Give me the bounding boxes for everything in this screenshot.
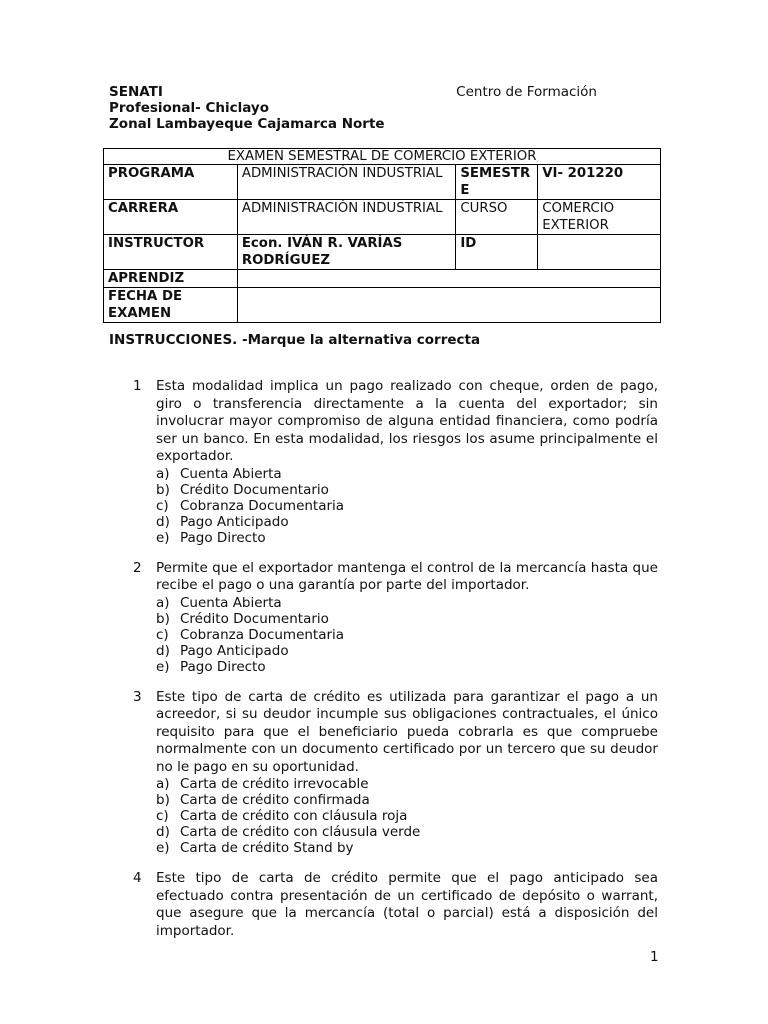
option-text: Carta de crédito irrevocable: [180, 776, 369, 792]
options-list: [156, 466, 658, 546]
option-letter: b): [156, 481, 170, 498]
option-text: Carta de crédito con cláusula roja: [180, 808, 408, 824]
option-e: [156, 840, 658, 856]
header-line-2: Profesional- Chiclayo: [109, 100, 269, 116]
option-text: Pago Anticipado: [180, 642, 289, 659]
curso-label: CURSO: [456, 200, 538, 235]
option-letter: e): [156, 529, 170, 546]
option-c: [156, 808, 658, 824]
option-c: [156, 498, 658, 514]
carrera-value: ADMINISTRACIÓN INDUSTRIAL: [237, 200, 456, 235]
aprendiz-value: [237, 270, 660, 288]
carrera-label: CARRERA: [104, 200, 238, 235]
option-letter: d): [156, 513, 170, 530]
question-number: 3: [133, 688, 142, 705]
semestre-label: SEMESTRE: [456, 165, 538, 200]
curso-value: COMERCIO EXTERIOR: [538, 200, 661, 235]
fecha-value: [237, 288, 660, 323]
option-text: Cobranza Documentaria: [180, 626, 345, 643]
option-letter: a): [156, 465, 170, 482]
id-value: [538, 235, 661, 270]
option-text: Cuenta Abierta: [180, 594, 282, 611]
institution-name: SENATI: [109, 84, 163, 100]
header-line-3: Zonal Lambayeque Cajamarca Norte: [109, 116, 385, 132]
question-text: Esta modalidad implica un pago realizado con cheque, orden de pago, giro o transferencia directamente a la cuenta del exportador; sin involucrar mayor compromiso de alguna entidad financiera, como podría ser un banco. En esta modalidad, los riesgos los asume principalmente el exportador.: [156, 378, 658, 464]
option-letter: a): [156, 776, 170, 792]
question-number: 2: [133, 559, 142, 576]
question-2: [133, 560, 658, 675]
question-text: Este tipo de carta de crédito permite que el pago anticipado sea efectuado contra presentación de un certificado de depósito o warrant, que asegure que la mercancía (total o parcial) está a disposición del importador.: [156, 870, 658, 939]
programa-label: PROGRAMA: [104, 165, 238, 200]
question-number: 4: [133, 870, 142, 886]
question-3: [133, 689, 658, 857]
question-text: Este tipo de carta de crédito es utilizada para garantizar el pago a un acreedor, si su deudor incumple sus obligaciones contractuales, el único requisito para que el beneficiario pueda cobrarla es que compruebe normalmente con un documento certificado por un tercero que su deudor no le pago en su oportunidad.: [156, 688, 658, 775]
option-a: [156, 776, 658, 792]
exam-title: EXAMEN SEMESTRAL DE COMERCIO EXTERIOR: [104, 149, 661, 165]
instructor-value: Econ. IVÁN R. VARÍAS RODRÍGUEZ: [237, 235, 456, 270]
option-a: [156, 595, 658, 611]
option-e: [156, 659, 658, 675]
aprendiz-label: APRENDIZ: [104, 270, 238, 288]
option-c: [156, 627, 658, 643]
option-d: [156, 824, 658, 840]
option-letter: b): [156, 610, 170, 627]
fecha-label: FECHA DE EXAMEN: [104, 288, 238, 323]
question-1: [133, 378, 658, 546]
page-number: 1: [650, 949, 659, 965]
option-text: Pago Directo: [180, 658, 266, 675]
option-b: [156, 792, 658, 808]
option-letter: d): [156, 824, 170, 840]
instructions-heading: INSTRUCCIONES. -Marque la alternativa correcta: [109, 332, 481, 348]
option-text: Cuenta Abierta: [180, 465, 282, 482]
options-list: [156, 776, 658, 856]
option-letter: b): [156, 792, 170, 808]
center-label: Centro de Formación: [456, 84, 597, 100]
option-e: [156, 530, 658, 546]
option-text: Crédito Documentario: [180, 610, 329, 627]
option-text: Carta de crédito Stand by: [180, 840, 354, 856]
programa-value: ADMINISTRACIÓN INDUSTRIAL: [237, 165, 456, 200]
id-label: ID: [456, 235, 538, 270]
question-4: [133, 870, 658, 940]
option-text: Pago Directo: [180, 529, 266, 546]
questions-list: [133, 378, 658, 954]
option-d: [156, 643, 658, 659]
option-text: Carta de crédito confirmada: [180, 792, 370, 808]
exam-info-table: [103, 148, 661, 323]
option-b: [156, 482, 658, 498]
option-letter: c): [156, 626, 169, 643]
option-letter: a): [156, 594, 170, 611]
instructor-label: INSTRUCTOR: [104, 235, 238, 270]
question-number: 1: [133, 378, 142, 394]
option-b: [156, 611, 658, 627]
option-letter: e): [156, 840, 170, 856]
options-list: [156, 595, 658, 675]
option-d: [156, 514, 658, 530]
option-text: Carta de crédito con cláusula verde: [180, 824, 421, 840]
option-letter: d): [156, 642, 170, 659]
option-letter: e): [156, 658, 170, 675]
option-text: Pago Anticipado: [180, 513, 289, 530]
option-letter: c): [156, 808, 169, 824]
option-a: [156, 466, 658, 482]
option-letter: c): [156, 497, 169, 514]
option-text: Crédito Documentario: [180, 481, 329, 498]
question-text: Permite que el exportador mantenga el control de la mercancía hasta que recibe el pago o una garantía por parte del importador.: [156, 559, 658, 593]
option-text: Cobranza Documentaria: [180, 497, 345, 514]
document-header: [109, 84, 669, 132]
semestre-value: VI- 201220: [538, 165, 661, 200]
